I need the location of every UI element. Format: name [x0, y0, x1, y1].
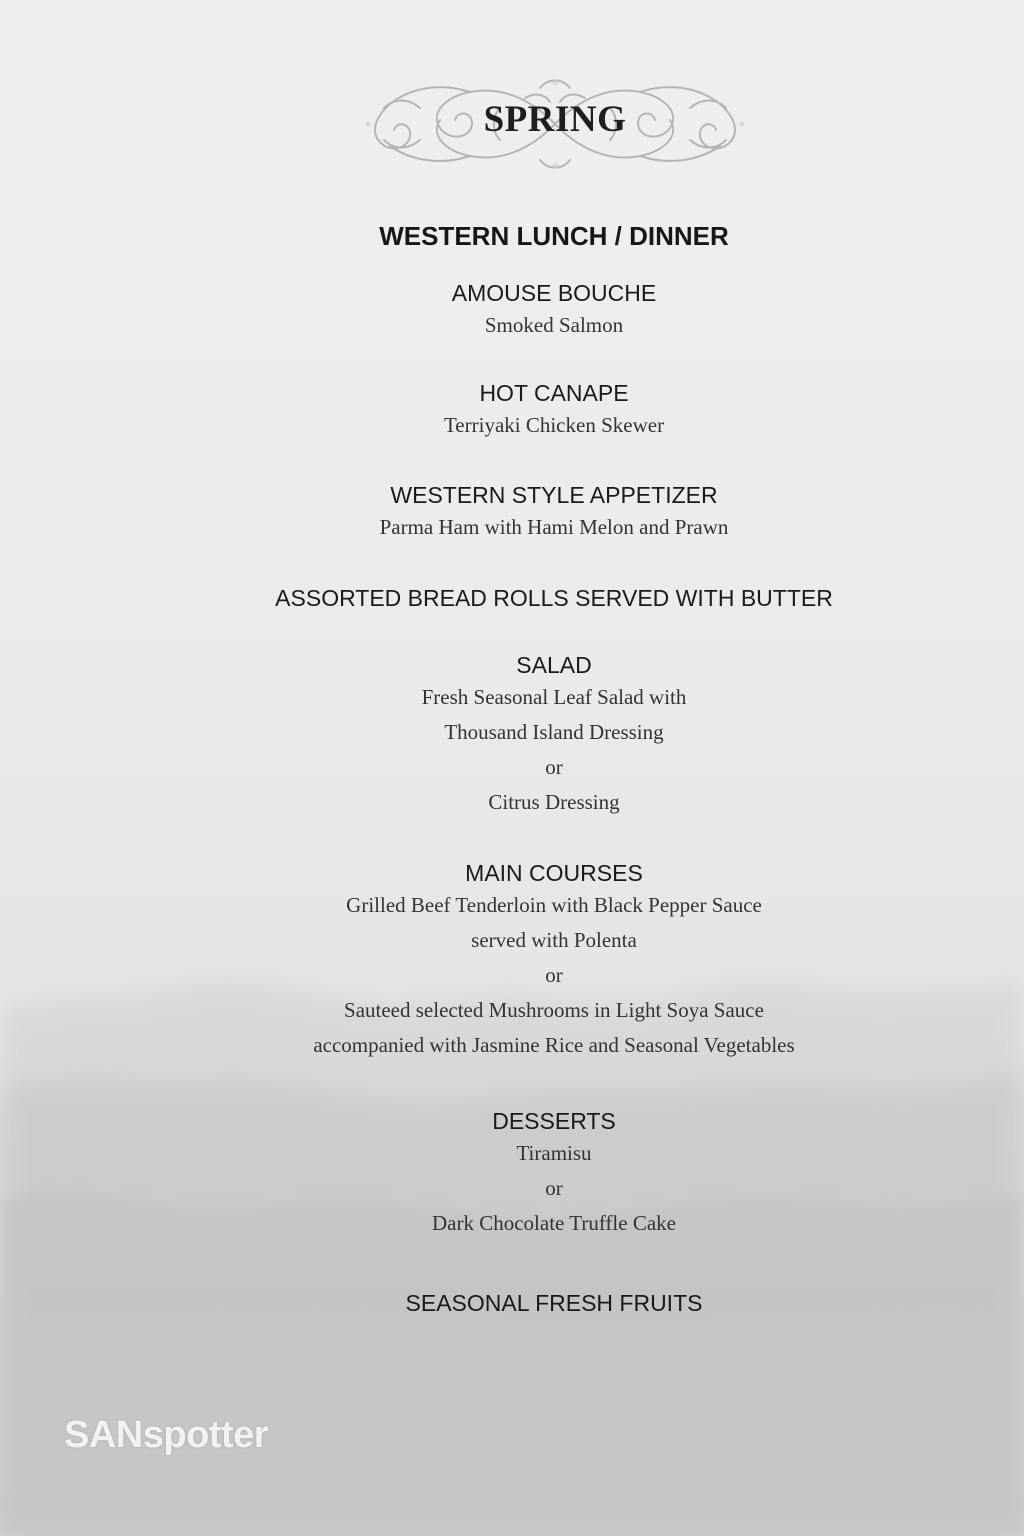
course-title: SALAD — [516, 652, 592, 678]
dish-line: served with Polenta — [471, 928, 637, 952]
course-western-appetizer — [0, 480, 1024, 545]
or-separator: or — [545, 755, 563, 779]
or-separator: or — [545, 1176, 563, 1200]
dish-line: Grilled Beef Tenderloin with Black Pepper Sauce — [346, 893, 762, 917]
dish-line: Smoked Salmon — [484, 313, 624, 337]
dish-line: Dark Chocolate Truffle Cake — [432, 1211, 676, 1235]
course-title: SEASONAL FRESH FRUITS — [405, 1290, 703, 1316]
dish-line: Citrus Dressing — [488, 790, 620, 814]
dish-line: Thousand Island Dressing — [444, 720, 664, 744]
watermark: SANspotter — [64, 1414, 269, 1456]
season-title: SPRING — [483, 99, 627, 140]
course-title: HOT CANAPE — [479, 380, 629, 406]
course-salad — [0, 650, 1024, 820]
course-title: MAIN COURSES — [465, 860, 643, 886]
course-hot-canape — [0, 378, 1024, 443]
dish-line: Sauteed selected Mushrooms in Light Soya Sauce — [344, 998, 764, 1022]
course-title: DESSERTS — [492, 1108, 616, 1134]
dish-line: Fresh Seasonal Leaf Salad with — [421, 685, 687, 709]
course-title: WESTERN STYLE APPETIZER — [390, 482, 718, 508]
dish-line: Terriyaki Chicken Skewer — [443, 413, 665, 437]
dish-line: accompanied with Jasmine Rice and Seasonal Vegetables — [313, 1033, 795, 1057]
course-seasonal-fruits — [0, 1288, 1024, 1318]
menu-heading: WESTERN LUNCH / DINNER — [379, 221, 729, 251]
course-title: AMOUSE BOUCHE — [451, 280, 657, 306]
course-desserts — [0, 1106, 1024, 1241]
course-bread-rolls — [0, 583, 1024, 613]
dish-line: Tiramisu — [516, 1141, 592, 1165]
or-separator: or — [545, 963, 563, 987]
course-main-courses — [0, 858, 1024, 1063]
course-amouse-bouche — [0, 278, 1024, 343]
dish-line: Parma Ham with Hami Melon and Prawn — [379, 515, 729, 539]
course-title: ASSORTED BREAD ROLLS SERVED WITH BUTTER — [275, 585, 833, 611]
